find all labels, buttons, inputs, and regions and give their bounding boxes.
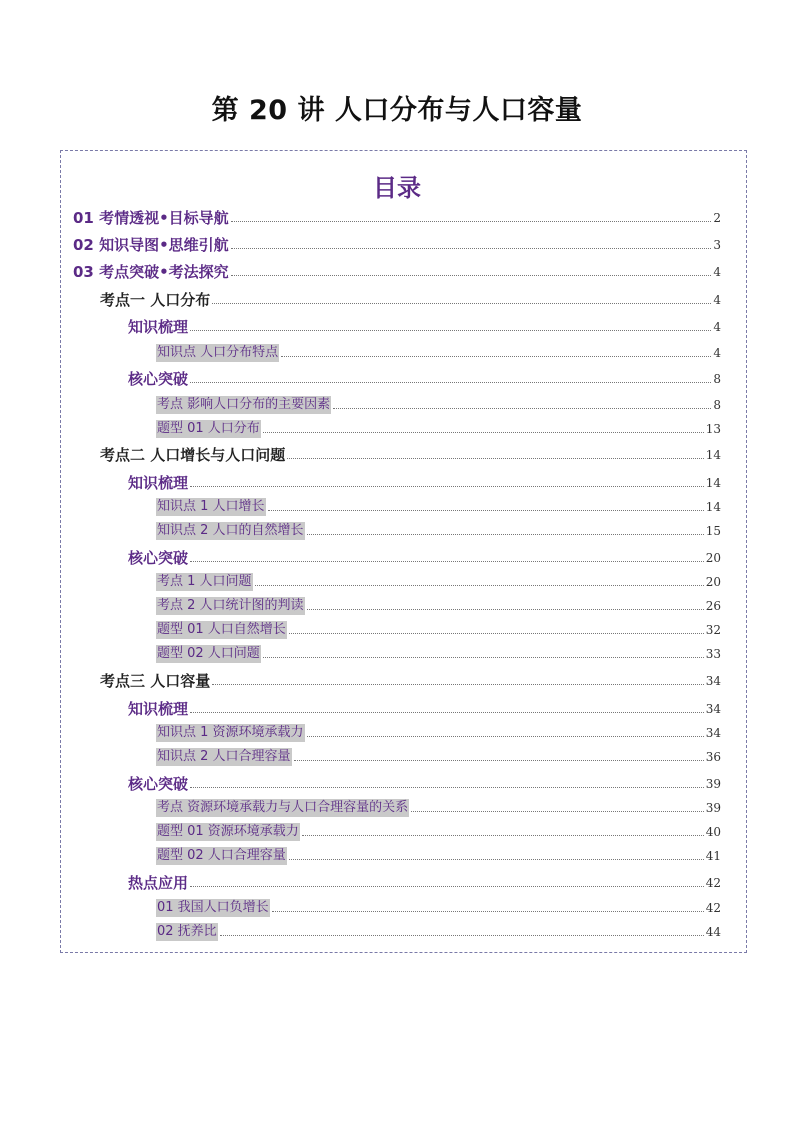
toc-entry-page: 36 <box>705 750 721 764</box>
toc-entry[interactable] <box>128 696 721 718</box>
toc-entry[interactable] <box>128 870 721 892</box>
toc-leader-dots <box>263 657 704 658</box>
toc-entry-page: 39 <box>705 801 721 815</box>
toc-entry-page: 14 <box>705 500 721 514</box>
toc-entry-label: 核心突破 <box>128 370 189 388</box>
toc-entry[interactable] <box>128 771 721 793</box>
toc-entry-label: 01 我国人口负增长 <box>157 900 269 915</box>
toc-entry-label: 考点二 人口增长与人口问题 <box>100 446 286 464</box>
toc-entry-label: 02 知识导图•思维引航 <box>73 236 229 254</box>
toc-leader-dots <box>190 486 704 487</box>
toc-leader-dots <box>307 609 704 610</box>
toc-entry-label: 热点应用 <box>128 874 189 892</box>
toc-entry-page: 44 <box>705 925 721 939</box>
toc-entry[interactable] <box>156 895 721 917</box>
toc-entry-page: 4 <box>713 320 721 334</box>
toc-entry[interactable] <box>156 340 721 362</box>
toc-entry[interactable] <box>156 494 721 516</box>
toc-entry-page: 15 <box>705 524 721 538</box>
toc-entry-page: 14 <box>705 476 721 490</box>
toc-entry-page: 20 <box>705 551 721 565</box>
toc-entry-label: 知识点 1 资源环境承载力 <box>157 725 304 740</box>
toc-leader-dots <box>190 382 711 383</box>
toc-entry[interactable] <box>156 416 721 438</box>
toc-leader-dots <box>231 275 712 276</box>
toc-entry[interactable] <box>73 259 721 281</box>
toc-entry-page: 2 <box>713 211 721 225</box>
toc-entry[interactable] <box>128 314 721 336</box>
toc-entry[interactable] <box>156 392 721 414</box>
toc-entry-label: 考点三 人口容量 <box>100 672 211 690</box>
toc-leader-dots <box>294 760 704 761</box>
toc-entry-page: 32 <box>705 623 721 637</box>
toc-entry-page: 13 <box>705 422 721 436</box>
toc-entry[interactable] <box>73 205 721 227</box>
toc-leader-dots <box>287 458 703 459</box>
toc-entry-page: 14 <box>705 448 721 462</box>
toc-entry[interactable] <box>156 819 721 841</box>
toc-entry-label: 03 考点突破•考法探究 <box>73 263 229 281</box>
toc-leader-dots <box>190 330 711 331</box>
toc-entry-label: 知识点 人口分布特点 <box>157 345 279 360</box>
toc-leader-dots <box>255 585 704 586</box>
toc-entry-label: 知识点 2 人口的自然增长 <box>157 523 304 538</box>
toc-entry-page: 8 <box>713 372 721 386</box>
toc-entry[interactable] <box>128 470 721 492</box>
toc-leader-dots <box>272 911 704 912</box>
toc-leader-dots <box>289 633 704 634</box>
toc-entry-label: 考点 资源环境承载力与人口合理容量的关系 <box>157 800 409 815</box>
toc-entry[interactable] <box>156 720 721 742</box>
toc-leader-dots <box>268 510 704 511</box>
toc-entry[interactable] <box>100 442 721 464</box>
toc-leader-dots <box>289 859 704 860</box>
toc-leader-dots <box>190 787 704 788</box>
toc-leader-dots <box>220 935 704 936</box>
toc-entry-page: 34 <box>705 702 721 716</box>
toc-entry-page: 34 <box>705 726 721 740</box>
toc-leader-dots <box>231 248 712 249</box>
toc-entry[interactable] <box>156 518 721 540</box>
toc-entry[interactable] <box>156 593 721 615</box>
toc-entry-label: 题型 01 资源环境承载力 <box>157 824 299 839</box>
toc-entry-page: 33 <box>705 647 721 661</box>
toc-entry-label: 01 考情透视•目标导航 <box>73 209 229 227</box>
toc-entry-label: 核心突破 <box>128 549 189 567</box>
toc-entry-label: 知识点 1 人口增长 <box>157 499 265 514</box>
toc-entry[interactable] <box>128 545 721 567</box>
toc-leader-dots <box>333 408 711 409</box>
toc-entry-page: 4 <box>713 346 721 360</box>
toc-entry-page: 42 <box>705 876 721 890</box>
toc-entry[interactable] <box>156 795 721 817</box>
toc-leader-dots <box>190 561 704 562</box>
toc-entry-label: 知识梳理 <box>128 318 189 336</box>
toc-entry-label: 知识点 2 人口合理容量 <box>157 749 291 764</box>
toc-entry-page: 4 <box>713 293 721 307</box>
toc-leader-dots <box>307 736 704 737</box>
toc-entry-label: 02 抚养比 <box>157 924 217 939</box>
toc-entry-page: 39 <box>705 777 721 791</box>
toc-leader-dots <box>281 356 711 357</box>
toc-leader-dots <box>190 712 704 713</box>
toc-entry-page: 41 <box>705 849 721 863</box>
page-title: 第 20 讲 人口分布与人口容量 <box>211 95 583 126</box>
toc-entry[interactable] <box>100 668 721 690</box>
toc-entry-label: 考点一 人口分布 <box>100 291 211 309</box>
toc-entry[interactable] <box>100 287 721 309</box>
toc-entry-page: 42 <box>705 901 721 915</box>
toc-entry[interactable] <box>156 569 721 591</box>
toc-entry-label: 题型 02 人口问题 <box>157 646 260 661</box>
toc-entry-page: 20 <box>705 575 721 589</box>
toc-entry-page: 8 <box>713 398 721 412</box>
toc-entry[interactable] <box>156 617 721 639</box>
toc-leader-dots <box>307 534 704 535</box>
toc-entry-page: 3 <box>713 238 721 252</box>
toc-entry[interactable] <box>73 232 721 254</box>
toc-entry[interactable] <box>156 919 721 941</box>
toc-leader-dots <box>263 432 704 433</box>
toc-entry[interactable] <box>156 641 721 663</box>
toc-entry-label: 题型 01 人口自然增长 <box>157 622 286 637</box>
toc-entry-page: 4 <box>713 265 721 279</box>
toc-entry[interactable] <box>156 843 721 865</box>
toc-entry-label: 考点 2 人口统计图的判读 <box>157 598 304 613</box>
toc-entry-label: 核心突破 <box>128 775 189 793</box>
toc-leader-dots <box>411 811 704 812</box>
toc-entry-label: 知识梳理 <box>128 474 189 492</box>
toc-entry[interactable] <box>156 744 721 766</box>
toc-entry-label: 考点 影响人口分布的主要因素 <box>157 397 331 412</box>
toc-entry-label: 题型 02 人口合理容量 <box>157 848 286 863</box>
toc-entry[interactable] <box>128 366 721 388</box>
toc-entry-label: 知识梳理 <box>128 700 189 718</box>
toc-entry-label: 题型 01 人口分布 <box>157 421 260 436</box>
toc-entry-label: 考点 1 人口问题 <box>157 574 252 589</box>
toc-leader-dots <box>212 684 703 685</box>
toc-entry-page: 40 <box>705 825 721 839</box>
toc-entry-page: 26 <box>705 599 721 613</box>
toc-entry-page: 34 <box>705 674 721 688</box>
toc-leader-dots <box>212 303 711 304</box>
toc-leader-dots <box>231 221 712 222</box>
toc-title: 目录 <box>373 174 421 202</box>
toc-leader-dots <box>302 835 704 836</box>
toc-leader-dots <box>190 886 704 887</box>
